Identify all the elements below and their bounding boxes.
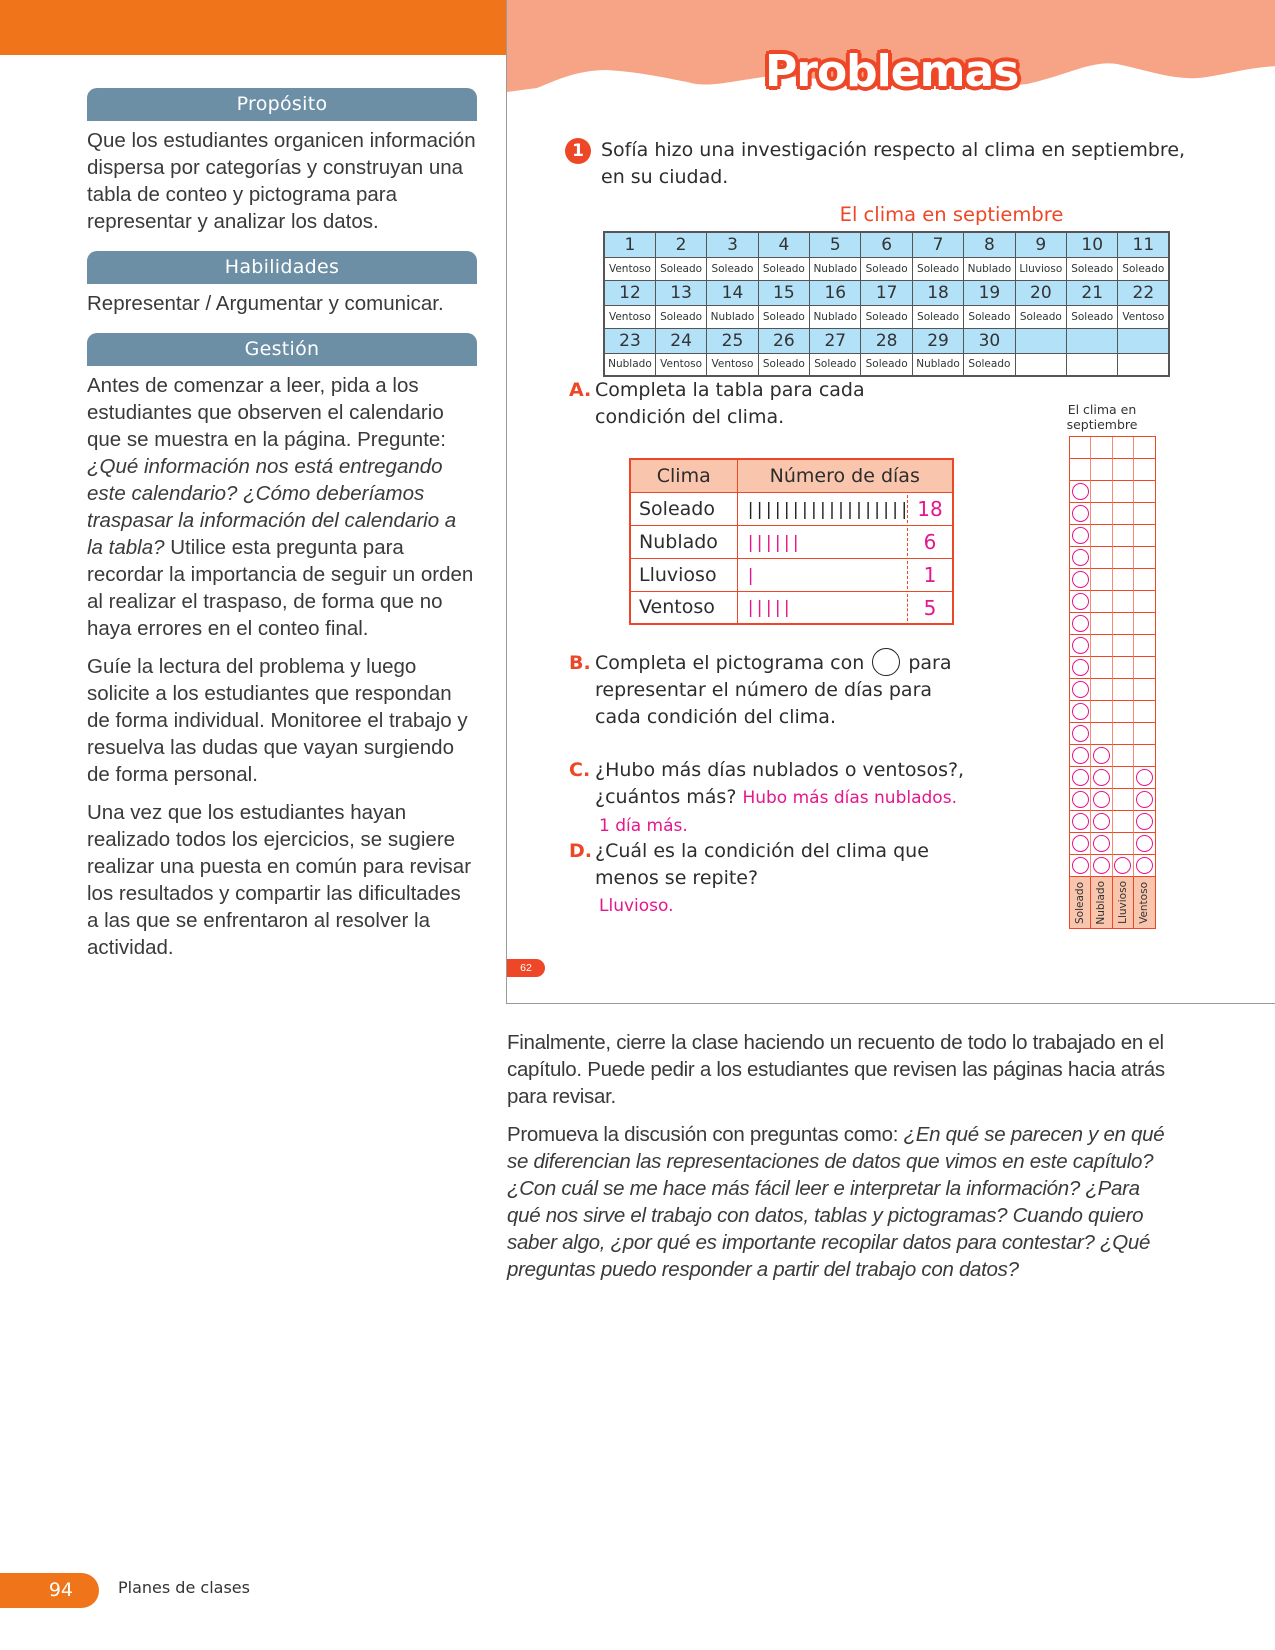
pictogram-cell	[1091, 811, 1112, 833]
calendar-day-row	[604, 280, 1169, 305]
pictogram-cell	[1134, 701, 1155, 723]
tally-header-row	[630, 459, 953, 492]
calendar-day-cell: 25	[707, 328, 758, 353]
pictogram-cell	[1134, 503, 1155, 525]
question-c-answer-1: Hubo más días nublados.	[742, 788, 957, 808]
calendar-day-row	[604, 232, 1169, 257]
pictogram-cell	[1134, 459, 1155, 481]
problem-number-badge: 1	[565, 138, 591, 164]
pictogram-cell	[1134, 833, 1155, 855]
calendar-day-cell: 19	[964, 280, 1015, 305]
tally-number-answer: 6	[923, 529, 937, 554]
tally-clima-cell: Lluvioso	[630, 558, 737, 591]
circle-mark-icon	[1136, 813, 1153, 830]
pictogram-cell	[1091, 547, 1112, 569]
pictogram-grid	[1069, 436, 1156, 877]
calendar-day-cell: 16	[810, 280, 861, 305]
pictogram-cell	[1091, 855, 1112, 877]
closing-p2-italic: ¿En qué se parecen y en qué se diferencian las representaciones de datos que vimos en este capítulo? ¿Con cuál se me hace más fácil leer e interpretar la información? ¿Para qué nos sirve el trabajo con datos, tablas y pictogramas? Cuando quiero saber algo, ¿por qué es importante recopilar datos para contestar? ¿Qué preguntas puedo responder a partir del trabajo con datos?	[507, 1123, 1165, 1281]
student-page-thumbnail	[506, 0, 1275, 1004]
circle-mark-icon	[1136, 769, 1153, 786]
section-body-gestion	[87, 372, 477, 961]
circle-mark-icon	[1072, 593, 1089, 610]
pictogram-category-label	[1134, 877, 1155, 928]
pictogram-cell	[1134, 547, 1155, 569]
pictogram-cell	[1091, 569, 1112, 591]
pictogram-category-text: Ventoso	[1138, 881, 1151, 924]
circle-symbol-icon	[872, 648, 900, 676]
calendar-day-cell: 8	[964, 232, 1015, 257]
circle-mark-icon	[1072, 681, 1089, 698]
circle-mark-icon	[1093, 791, 1110, 808]
question-d	[569, 838, 989, 919]
pictogram-cell	[1134, 679, 1155, 701]
pictogram-title	[1037, 402, 1167, 432]
pictogram-cell	[1134, 437, 1155, 459]
calendar-weather-cell: Ventoso	[655, 353, 706, 376]
pictogram-category-text: Lluvioso	[1116, 881, 1129, 924]
circle-mark-icon	[1114, 857, 1131, 874]
circle-mark-icon	[1072, 813, 1089, 830]
calendar-weather-cell: Soleado	[1118, 257, 1169, 280]
pictogram-category-text: Soleado	[1074, 881, 1087, 924]
calendar-day-cell: 14	[707, 280, 758, 305]
inner-page-number: 62	[507, 959, 545, 977]
pictogram-cell	[1113, 679, 1134, 701]
question-a-text: Completa la tabla para cada condición del clima.	[595, 379, 865, 428]
calendar-day-cell	[1067, 328, 1118, 353]
pictogram-cell	[1134, 657, 1155, 679]
pictogram-title-line1: El clima en	[1067, 402, 1137, 417]
calendar-day-cell: 1	[604, 232, 655, 257]
pictogram-cell	[1113, 481, 1134, 503]
calendar-weather-row	[604, 353, 1169, 376]
tally-number-answer: 5	[923, 595, 937, 620]
circle-mark-icon	[1072, 549, 1089, 566]
calendar-weather-cell: Nublado	[707, 305, 758, 328]
pictogram-cell	[1091, 481, 1112, 503]
pictogram-cell	[1070, 437, 1091, 459]
question-a	[569, 377, 949, 431]
tally-table	[629, 458, 954, 625]
pictogram-cell	[1113, 591, 1134, 613]
circle-mark-icon	[1072, 615, 1089, 632]
problem-statement: Sofía hizo una investigación respecto al clima en septiembre, en su ciudad.	[601, 139, 1186, 188]
closing-notes	[507, 1029, 1167, 1294]
pictogram-cell	[1070, 855, 1091, 877]
pictogram-cell	[1091, 437, 1112, 459]
pictogram-cell	[1113, 833, 1134, 855]
pictogram-cell	[1113, 789, 1134, 811]
tally-header-numero-dias: Número de días	[737, 459, 953, 492]
pictogram-cell	[1070, 481, 1091, 503]
pictogram-cell	[1134, 811, 1155, 833]
calendar-weather-cell: Soleado	[1067, 305, 1118, 328]
pictogram-cell	[1070, 613, 1091, 635]
pictogram-cell	[1070, 811, 1091, 833]
pictogram-cell	[1070, 547, 1091, 569]
habilidades-text: Representar / Argumentar y comunicar.	[87, 292, 444, 315]
circle-mark-icon	[1072, 483, 1089, 500]
pictogram-cell	[1134, 613, 1155, 635]
calendar-weather-cell: Nublado	[912, 353, 963, 376]
section-body-proposito	[87, 127, 477, 235]
pictogram-category-label	[1070, 877, 1091, 928]
calendar-day-cell	[1118, 328, 1169, 353]
question-c-body	[595, 757, 989, 839]
calendar-day-cell: 17	[861, 280, 912, 305]
tally-clima-cell: Soleado	[630, 492, 737, 525]
circle-mark-icon	[1072, 725, 1089, 742]
closing-paragraph-1: Finalmente, cierre la clase haciendo un recuento de todo lo trabajado en el capítulo. Puede pedir a los estudiantes que revisen las páginas hacia atrás para revisar.	[507, 1031, 1165, 1108]
calendar-day-cell: 24	[655, 328, 706, 353]
section-header-habilidades: Habilidades	[87, 251, 477, 284]
question-d-text: ¿Cuál es la condición del clima que menos se repite?	[595, 840, 929, 889]
question-b-text	[595, 650, 969, 731]
calendar-weather-row	[604, 257, 1169, 280]
calendar-weather-cell: Soleado	[912, 305, 963, 328]
pictogram-cell	[1113, 811, 1134, 833]
pictogram-cell	[1113, 855, 1134, 877]
pictogram-cell	[1091, 745, 1112, 767]
closing-paragraph-2	[507, 1121, 1167, 1283]
calendar-day-cell	[1015, 328, 1066, 353]
calendar-weather-cell	[1015, 353, 1066, 376]
question-c	[569, 757, 989, 839]
tally-marks: |	[745, 565, 755, 586]
calendar-day-cell: 4	[758, 232, 809, 257]
page-number-badge: 94	[0, 1573, 99, 1608]
circle-mark-icon	[1072, 747, 1089, 764]
circle-mark-icon	[1072, 571, 1089, 588]
pictogram-cell	[1113, 547, 1134, 569]
pictogram-cell	[1070, 701, 1091, 723]
pictogram-cell	[1091, 767, 1112, 789]
calendar-weather-cell: Ventoso	[604, 305, 655, 328]
question-b-text-after: para representar el número de días para cada condición del clima.	[595, 652, 952, 728]
calendar-weather-cell	[1118, 353, 1169, 376]
pictogram-cell	[1070, 635, 1091, 657]
question-c-answer-2: 1 día más.	[599, 816, 688, 836]
circle-mark-icon	[1093, 857, 1110, 874]
section-header-proposito: Propósito	[87, 88, 477, 121]
circle-mark-icon	[1072, 703, 1089, 720]
calendar-weather-cell: Soleado	[707, 257, 758, 280]
pictogram-cell	[1091, 833, 1112, 855]
question-d-answer: Lluvioso.	[599, 896, 674, 916]
calendar-day-cell: 28	[861, 328, 912, 353]
pictogram-cell	[1113, 613, 1134, 635]
circle-mark-icon	[1072, 527, 1089, 544]
calendar-day-cell: 27	[810, 328, 861, 353]
pictogram-category-labels	[1069, 877, 1156, 929]
circle-mark-icon	[1072, 505, 1089, 522]
calendar-weather-cell: Soleado	[655, 305, 706, 328]
pictogram-cell	[1070, 459, 1091, 481]
circle-mark-icon	[1072, 769, 1089, 786]
pictogram-cell	[1091, 525, 1112, 547]
calendar-weather-cell: Soleado	[758, 305, 809, 328]
pictogram-cell	[1113, 569, 1134, 591]
question-d-body	[595, 838, 989, 919]
calendar-day-cell: 29	[912, 328, 963, 353]
pictogram-cell	[1113, 657, 1134, 679]
calendar-weather-cell: Soleado	[912, 257, 963, 280]
pictogram-cell	[1134, 591, 1155, 613]
pictogram-cell	[1134, 569, 1155, 591]
pictogram-cell	[1113, 437, 1134, 459]
calendar-title-text: El clima en septiembre	[839, 203, 1064, 226]
calendar-title	[507, 203, 1275, 226]
pictogram-cell	[1134, 481, 1155, 503]
calendar-weather-cell: Soleado	[758, 353, 809, 376]
calendar-day-row	[604, 328, 1169, 353]
circle-mark-icon	[1072, 857, 1089, 874]
circle-mark-icon	[1093, 813, 1110, 830]
question-b	[569, 650, 969, 731]
calendar-day-cell: 11	[1118, 232, 1169, 257]
calendar-weather-cell: Ventoso	[707, 353, 758, 376]
pictogram-cell	[1091, 723, 1112, 745]
tally-header-clima: Clima	[630, 459, 737, 492]
tally-count-cell	[737, 591, 953, 624]
pictogram-cell	[1091, 701, 1112, 723]
top-orange-bar	[0, 0, 506, 55]
pictogram-cell	[1070, 789, 1091, 811]
page-title-problemas: Problemas	[765, 46, 1019, 97]
circle-mark-icon	[1072, 835, 1089, 852]
pictogram-cell	[1091, 657, 1112, 679]
circle-mark-icon	[1093, 747, 1110, 764]
circle-mark-icon	[1136, 791, 1153, 808]
tally-clima-cell: Ventoso	[630, 591, 737, 624]
calendar-weather-cell: Nublado	[604, 353, 655, 376]
pictogram-cell	[1091, 591, 1112, 613]
pictogram-cell	[1091, 679, 1112, 701]
calendar-weather-cell: Nublado	[964, 257, 1015, 280]
calendar-day-cell: 6	[861, 232, 912, 257]
calendar-weather-cell: Soleado	[861, 305, 912, 328]
pictogram	[1069, 436, 1156, 929]
tally-clima-cell: Nublado	[630, 525, 737, 558]
pictogram-cell	[1091, 613, 1112, 635]
pictogram-cell	[1070, 745, 1091, 767]
circle-mark-icon	[1093, 835, 1110, 852]
pictogram-cell	[1070, 767, 1091, 789]
pictogram-cell	[1070, 657, 1091, 679]
circle-mark-icon	[1093, 769, 1110, 786]
gestion-p1-plain: Antes de comenzar a leer, pida a los estudiantes que observen el calendario que se muestra en la página. Pregunte:	[87, 374, 446, 451]
calendar-weather-cell: Soleado	[964, 353, 1015, 376]
pictogram-category-text: Nublado	[1095, 880, 1108, 925]
pictogram-cell	[1134, 723, 1155, 745]
gestion-p1-italic: ¿Qué información nos está entregando este calendario? ¿Cómo deberíamos traspasar la información del calendario a la tabla?	[87, 455, 457, 559]
tally-number-answer: 1	[923, 562, 937, 587]
calendar-weather-cell: Soleado	[1015, 305, 1066, 328]
calendar-day-cell: 13	[655, 280, 706, 305]
calendar-day-cell: 15	[758, 280, 809, 305]
calendar-weather-cell: Soleado	[861, 353, 912, 376]
calendar-weather-row	[604, 305, 1169, 328]
calendar-day-cell: 22	[1118, 280, 1169, 305]
pictogram-cell	[1134, 525, 1155, 547]
pictogram-cell	[1091, 789, 1112, 811]
tally-marks: |||||	[745, 598, 791, 619]
calendar-weather-cell: Nublado	[810, 257, 861, 280]
pictogram-category-label	[1113, 877, 1134, 928]
tally-marks: ||||||||||||||||||	[745, 499, 909, 520]
pictogram-category-label	[1091, 877, 1112, 928]
question-a-letter: A.	[569, 379, 592, 401]
calendar-weather-cell: Soleado	[655, 257, 706, 280]
section-body-habilidades	[87, 290, 477, 317]
circle-mark-icon	[1136, 835, 1153, 852]
pictogram-cell	[1113, 525, 1134, 547]
question-c-text: ¿Hubo más días nublados o ventosos?, ¿cuántos más?	[595, 759, 965, 808]
pictogram-cell	[1070, 679, 1091, 701]
calendar-day-cell: 18	[912, 280, 963, 305]
tally-count-cell	[737, 525, 953, 558]
calendar-day-cell: 23	[604, 328, 655, 353]
question-b-letter: B.	[569, 652, 591, 674]
pictogram-cell	[1070, 569, 1091, 591]
pictogram-cell	[1134, 767, 1155, 789]
pictogram-cell	[1134, 635, 1155, 657]
pictogram-title-line2: septiembre	[1066, 417, 1138, 432]
calendar-weather-cell: Ventoso	[1118, 305, 1169, 328]
pictogram-cell	[1134, 855, 1155, 877]
circle-mark-icon	[1072, 659, 1089, 676]
proposito-text: Que los estudiantes organicen información dispersa por categorías y construyan una tabla de conteo y pictograma para representar y analizar los datos.	[87, 129, 476, 233]
calendar-weather-cell: Ventoso	[604, 257, 655, 280]
tally-row	[630, 591, 953, 624]
question-c-letter: C.	[569, 759, 591, 781]
pictogram-cell	[1070, 723, 1091, 745]
question-d-letter: D.	[569, 840, 592, 862]
pictogram-cell	[1070, 833, 1091, 855]
footer-label: Planes de clases	[118, 1578, 250, 1597]
pictogram-cell	[1070, 503, 1091, 525]
calendar-weather-cell: Nublado	[810, 305, 861, 328]
weather-calendar-table	[603, 231, 1170, 377]
calendar-day-cell: 26	[758, 328, 809, 353]
pictogram-cell	[1113, 701, 1134, 723]
calendar-day-cell: 30	[964, 328, 1015, 353]
gestion-paragraph-2: Guíe la lectura del problema y luego solicite a los estudiantes que respondan de forma individual. Monitoree el trabajo y resuelva las dudas que vayan surgiendo de forma personal.	[87, 655, 468, 786]
pictogram-cell	[1091, 503, 1112, 525]
tally-number-answer: 18	[917, 496, 943, 521]
gestion-p1-after: Utilice esta pregunta para recordar la importancia de seguir un orden al realizar el traspaso, de forma que no haya errores en el conteo final.	[87, 536, 474, 640]
calendar-weather-cell: Soleado	[758, 257, 809, 280]
calendar-day-cell: 5	[810, 232, 861, 257]
calendar-day-cell: 7	[912, 232, 963, 257]
closing-p2-plain: Promueva la discusión con preguntas como:	[507, 1123, 904, 1146]
tally-marks: ||||||	[745, 532, 800, 553]
section-header-gestion: Gestión	[87, 333, 477, 366]
tally-row	[630, 492, 953, 525]
pictogram-cell	[1134, 789, 1155, 811]
tally-count-cell	[737, 492, 953, 525]
calendar-day-cell: 21	[1067, 280, 1118, 305]
circle-mark-icon	[1136, 857, 1153, 874]
pictogram-cell	[1070, 591, 1091, 613]
calendar-day-cell: 2	[655, 232, 706, 257]
calendar-weather-cell: Soleado	[1067, 257, 1118, 280]
calendar-day-cell: 10	[1067, 232, 1118, 257]
gestion-paragraph-1	[87, 372, 477, 642]
tally-row	[630, 558, 953, 591]
question-b-text-before: Completa el pictograma con	[595, 652, 865, 674]
pictogram-cell	[1113, 459, 1134, 481]
pictogram-cell	[1113, 503, 1134, 525]
tally-row	[630, 525, 953, 558]
pictogram-cell	[1113, 635, 1134, 657]
calendar-weather-cell: Lluvioso	[1015, 257, 1066, 280]
calendar-weather-cell	[1067, 353, 1118, 376]
teacher-notes-column	[87, 88, 477, 977]
calendar-day-cell: 20	[1015, 280, 1066, 305]
calendar-weather-cell: Soleado	[861, 257, 912, 280]
pictogram-cell	[1134, 745, 1155, 767]
pictogram-cell	[1113, 723, 1134, 745]
calendar-day-cell: 12	[604, 280, 655, 305]
pictogram-cell	[1113, 767, 1134, 789]
pictogram-cell	[1113, 745, 1134, 767]
calendar-weather-cell: Soleado	[964, 305, 1015, 328]
pictogram-cell	[1091, 459, 1112, 481]
pictogram-cell	[1070, 525, 1091, 547]
circle-mark-icon	[1072, 637, 1089, 654]
tally-count-cell	[737, 558, 953, 591]
circle-mark-icon	[1072, 791, 1089, 808]
gestion-paragraph-3: Una vez que los estudiantes hayan realizado todos los ejercicios, se sugiere realizar una puesta en común para revisar los resultados y compartir las dificultades a las que se enfrentaron al resolver la actividad.	[87, 801, 472, 959]
calendar-day-cell: 3	[707, 232, 758, 257]
pictogram-cell	[1091, 635, 1112, 657]
calendar-weather-cell: Soleado	[810, 353, 861, 376]
calendar-day-cell: 9	[1015, 232, 1066, 257]
